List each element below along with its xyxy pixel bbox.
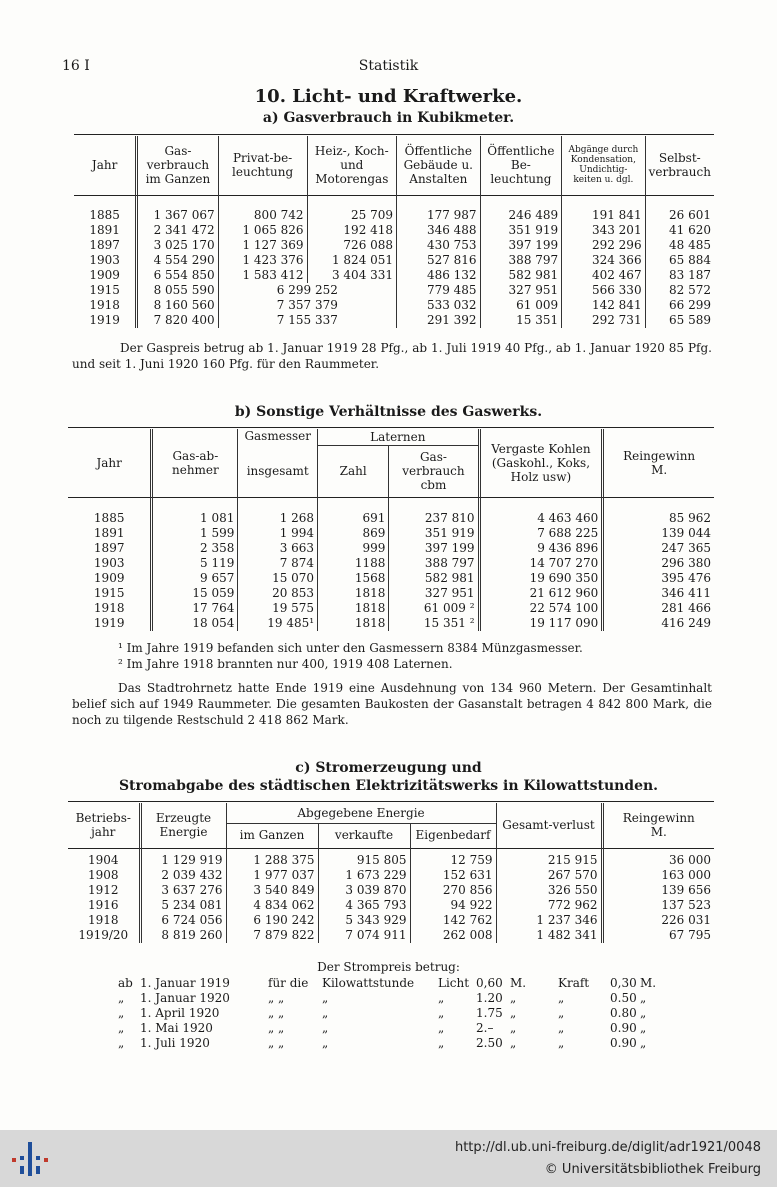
- table-cell: 7 879 822: [226, 928, 318, 943]
- table-row: [74, 298, 714, 313]
- table-cell: 1915: [93, 586, 125, 600]
- table-cell: 388 797: [389, 556, 479, 571]
- table-cell: 1885: [89, 208, 120, 222]
- table-a-title: a) Gasverbrauch in Kubikmeter.: [262, 110, 515, 126]
- table-row: [68, 526, 714, 541]
- table-cell: 351 919: [480, 223, 562, 238]
- table-cell: 726 088: [307, 238, 397, 253]
- price-cell: 1.20: [476, 991, 503, 1005]
- price-cell: „: [510, 1006, 517, 1020]
- table-cell: 1904: [87, 853, 119, 867]
- table-c: [68, 803, 714, 943]
- col-header: Öffentliche Be-leuchtung: [480, 136, 562, 194]
- price-cell: 1.75: [476, 1006, 503, 1020]
- unit-label: M.: [650, 825, 667, 839]
- table-cell: 1915: [89, 283, 120, 297]
- table-cell: 486 132: [397, 268, 481, 283]
- table-cell: 7 155 337: [218, 313, 396, 328]
- price-cell: Kilowattstunde: [322, 976, 415, 990]
- col-header: verkaufte: [318, 823, 410, 847]
- price-cell: „: [118, 991, 125, 1005]
- table-cell: 262 008: [410, 928, 496, 943]
- col-header: Gesamt-verlust: [496, 803, 602, 847]
- table-c-title-2: Stromabgabe des städtischen Elektrizitätswerks in Kilowattstunden.: [118, 778, 659, 794]
- price-cell: 2.–: [476, 1021, 494, 1035]
- price-cell: für die: [268, 976, 309, 990]
- table-row: [74, 283, 714, 298]
- table-cell: 1818: [318, 616, 389, 631]
- table-cell: 6 554 850: [137, 268, 218, 283]
- table-cell: 327 951: [389, 586, 479, 601]
- table-cell: 1818: [318, 586, 389, 601]
- table-cell: 12 759: [410, 853, 496, 868]
- unit-label: cbm: [420, 478, 447, 493]
- page-number: 16 I: [62, 58, 90, 74]
- page-title: 10. Licht- und Kraftwerke.: [254, 86, 523, 107]
- table-cell: 19 117 090: [479, 616, 603, 631]
- table-a: [74, 136, 714, 328]
- table-cell: 1 824 051: [307, 253, 397, 268]
- table-cell: 1885: [93, 511, 125, 525]
- table-cell: 566 330: [562, 283, 645, 298]
- table-cell: 691: [318, 511, 389, 526]
- table-cell: 430 753: [397, 238, 481, 253]
- table-cell: 1 994: [238, 526, 318, 541]
- table-cell: 6 724 056: [140, 913, 226, 928]
- table-cell: 1903: [93, 556, 125, 570]
- table-cell: 1891: [89, 223, 120, 237]
- table-row: [68, 511, 714, 526]
- col-header: Vergaste Kohlen (Gaskohl., Koks, Holz usw): [479, 429, 603, 497]
- table-cell: 83 187: [645, 268, 714, 283]
- table-cell: 237 810: [389, 511, 479, 526]
- table-cell: 1 423 376: [218, 253, 307, 268]
- table-row: [68, 541, 714, 556]
- col-header: insgesamt: [238, 445, 318, 497]
- price-cell: „: [510, 991, 517, 1005]
- col-header: [602, 803, 714, 847]
- table-cell: 1909: [93, 571, 125, 585]
- table-cell: 4 463 460: [479, 511, 603, 526]
- table-cell: 772 962: [496, 898, 602, 913]
- table-cell: 324 366: [562, 253, 645, 268]
- table-cell: 18 054: [152, 616, 238, 631]
- table-cell: 395 476: [603, 571, 714, 586]
- price-cell: „ „: [268, 1036, 285, 1050]
- price-cell: „: [558, 1006, 565, 1020]
- col-header: Betriebs-jahr: [75, 811, 131, 839]
- table-cell: 1 599: [152, 526, 238, 541]
- table-cell: 533 032: [397, 298, 481, 313]
- col-header: Öffentliche Gebäude u. Anstalten: [397, 136, 481, 194]
- table-cell: 247 365: [603, 541, 714, 556]
- table-cell: 1 288 375: [226, 853, 318, 868]
- table-cell: 7 688 225: [479, 526, 603, 541]
- copyright-text: © Universitätsbibliothek Freiburg: [544, 1162, 761, 1177]
- table-cell: 1916: [87, 898, 119, 912]
- footer-bar: [0, 1130, 777, 1187]
- unit-label: M.: [651, 463, 668, 477]
- table-cell: 915 805: [318, 853, 410, 868]
- table-row: [68, 616, 714, 631]
- table-cell: 1897: [89, 238, 120, 252]
- price-cell: „: [640, 1036, 647, 1050]
- table-a-header-row: [74, 136, 714, 194]
- table-cell: 226 031: [602, 913, 714, 928]
- table-cell: 9 436 896: [479, 541, 603, 556]
- source-url[interactable]: http://dl.ub.uni-freiburg.de/diglit/adr1921/0048: [454, 1140, 761, 1155]
- price-cell: „: [118, 1036, 125, 1050]
- table-cell: 85 962: [603, 511, 714, 526]
- table-cell: 177 987: [397, 208, 481, 223]
- price-cell: 0,60: [476, 976, 503, 990]
- table-cell: 66 299: [645, 298, 714, 313]
- price-cell: „: [510, 1021, 517, 1035]
- table-cell: 14 707 270: [479, 556, 603, 571]
- table-b-title: b) Sonstige Verhältnisse des Gaswerks.: [234, 404, 543, 420]
- table-cell: 8 819 260: [140, 928, 226, 943]
- table-cell: 36 000: [602, 853, 714, 868]
- table-cell: 343 201: [562, 223, 645, 238]
- table-cell: 351 919: [389, 526, 479, 541]
- table-cell: 582 981: [389, 571, 479, 586]
- table-cell: 296 380: [603, 556, 714, 571]
- table-cell: 19 575: [238, 601, 318, 616]
- table-cell: 3 663: [238, 541, 318, 556]
- price-cell: 1. April 1920: [140, 1006, 220, 1020]
- table-cell: 402 467: [562, 268, 645, 283]
- table-cell: 1 367 067: [137, 208, 218, 223]
- table-row: [74, 253, 714, 268]
- table-cell: 94 922: [410, 898, 496, 913]
- table-row: [68, 928, 714, 943]
- price-cell: 0.80: [610, 1006, 637, 1020]
- price-cell: „: [438, 1006, 445, 1020]
- table-cell: 3 025 170: [137, 238, 218, 253]
- price-cell: ab: [118, 976, 133, 990]
- table-row: [68, 913, 714, 928]
- table-cell: 1 081: [152, 511, 238, 526]
- price-cell: „: [118, 1021, 125, 1035]
- table-cell: 1 482 341: [496, 928, 602, 943]
- price-cell: 1. Januar 1920: [140, 991, 230, 1005]
- table-cell: 582 981: [480, 268, 562, 283]
- table-cell: 267 570: [496, 868, 602, 883]
- price-cell: „: [558, 1036, 565, 1050]
- table-cell: 67 795: [602, 928, 714, 943]
- table-cell: 139 656: [602, 883, 714, 898]
- col-header: Privat-be-leuchtung: [218, 136, 307, 194]
- table-cell: 800 742: [218, 208, 307, 223]
- table-cell: 1919: [93, 616, 125, 630]
- table-cell: 281 466: [603, 601, 714, 616]
- col-header: Jahr: [91, 158, 118, 172]
- price-cell: Kraft: [558, 976, 590, 990]
- table-cell: 48 485: [645, 238, 714, 253]
- table-cell: 6 190 242: [226, 913, 318, 928]
- footnote-1: ¹ Im Jahre 1919 befanden sich unter den Gasmessern 8384 Münzgasmesser.: [118, 641, 583, 655]
- table-cell: 1919/20: [78, 928, 129, 942]
- col-header: Reingewinn: [622, 811, 695, 825]
- table-cell: 61 009: [480, 298, 562, 313]
- table-row: [74, 238, 714, 253]
- table-cell: 999: [318, 541, 389, 556]
- table-cell: 1908: [87, 868, 119, 882]
- table-cell: 292 731: [562, 313, 645, 328]
- table-row: [68, 571, 714, 586]
- table-cell: 779 485: [397, 283, 481, 298]
- running-header: Statistik: [358, 58, 419, 74]
- table-cell: 397 199: [389, 541, 479, 556]
- footnote-2: ² Im Jahre 1918 brannten nur 400, 1919 408 Laternen.: [118, 657, 453, 671]
- table-cell: 25 709: [307, 208, 397, 223]
- table-cell: 527 816: [397, 253, 481, 268]
- table-cell: 7 820 400: [137, 313, 218, 328]
- price-cell: M.: [640, 976, 657, 990]
- table-cell: 19 690 350: [479, 571, 603, 586]
- col-header: Zahl: [318, 445, 389, 497]
- table-cell: 21 612 960: [479, 586, 603, 601]
- table-cell: 4 554 290: [137, 253, 218, 268]
- col-header: Reingewinn: [623, 449, 696, 463]
- table-row: [74, 223, 714, 238]
- table-cell: 65 884: [645, 253, 714, 268]
- table-cell: 17 764: [152, 601, 238, 616]
- table-cell: 15 059: [152, 586, 238, 601]
- price-cell: „ „: [268, 1021, 285, 1035]
- table-cell: 1918: [93, 601, 125, 615]
- price-cell: „: [640, 1021, 647, 1035]
- price-cell: M.: [510, 976, 527, 990]
- col-header: [603, 429, 714, 497]
- table-row: [74, 313, 714, 328]
- table-row: [68, 898, 714, 913]
- col-header: Abgegebene Energie: [226, 803, 496, 823]
- price-cell: „: [322, 991, 329, 1005]
- price-cell: „ „: [268, 991, 285, 1005]
- network-paragraph: Das Stadtrohrnetz hatte Ende 1919 eine Ausdehnung von 134 960 Metern. Der Gesamtinhalt belief sich auf 1949 Raummeter. Die gesamten Baukosten der Gasanstalt betragen 4 842 800 Mark, die noch zu tilgende Restschuld 2 418 862 Mark.: [72, 681, 712, 727]
- price-cell: 1. Mai 1920: [140, 1021, 213, 1035]
- table-cell: 15 351: [480, 313, 562, 328]
- col-header: Eigenbedarf: [410, 823, 496, 847]
- table-cell: 1903: [89, 253, 120, 267]
- price-cell: „: [118, 1006, 125, 1020]
- table-cell: 215 915: [496, 853, 602, 868]
- table-cell: 142 762: [410, 913, 496, 928]
- price-cell: „: [640, 991, 647, 1005]
- table-cell: 82 572: [645, 283, 714, 298]
- price-cell: „: [558, 1021, 565, 1035]
- price-cell: 0.50: [610, 991, 637, 1005]
- table-cell: 192 418: [307, 223, 397, 238]
- table-cell: 6 299 252: [218, 283, 396, 298]
- table-cell: 326 550: [496, 883, 602, 898]
- table-cell: 4 365 793: [318, 898, 410, 913]
- table-cell: 346 488: [397, 223, 481, 238]
- table-cell: 137 523: [602, 898, 714, 913]
- table-cell: 1912: [87, 883, 119, 897]
- table-cell: 1568: [318, 571, 389, 586]
- price-cell: „: [640, 1006, 647, 1020]
- table-cell: 65 589: [645, 313, 714, 328]
- table-cell: 2 341 472: [137, 223, 218, 238]
- col-header: Gas-verbrauch: [402, 450, 465, 479]
- price-cell: 0.90: [610, 1036, 637, 1050]
- table-cell: 3 637 276: [140, 883, 226, 898]
- price-cell: „ „: [268, 1006, 285, 1020]
- table-row: [74, 268, 714, 283]
- table-cell: 41 620: [645, 223, 714, 238]
- price-cell: „: [438, 1036, 445, 1050]
- price-cell: 1. Juli 1920: [140, 1036, 210, 1050]
- table-cell: 15 351 ²: [389, 616, 479, 631]
- table-row: [68, 868, 714, 883]
- table-cell: 1 583 412: [218, 268, 307, 283]
- col-header: [389, 445, 479, 497]
- table-cell: 270 856: [410, 883, 496, 898]
- table-cell: 152 631: [410, 868, 496, 883]
- table-cell: 1918: [89, 298, 120, 312]
- col-header: Abgänge durch Kondensation, Undichtig-keiten u. dgl.: [562, 136, 645, 194]
- table-cell: 7 357 379: [218, 298, 396, 313]
- price-cell: „: [438, 1021, 445, 1035]
- table-cell: 291 392: [397, 313, 481, 328]
- table-b: [68, 429, 714, 631]
- table-row: [68, 586, 714, 601]
- col-header: Erzeugte Energie: [140, 803, 226, 847]
- price-cell: „: [322, 1006, 329, 1020]
- col-header: Gas-ab-nehmer: [152, 429, 238, 497]
- price-cell: 0,30: [610, 976, 637, 990]
- price-heading: Der Strompreis betrug:: [317, 960, 460, 974]
- table-cell: 292 296: [562, 238, 645, 253]
- table-cell: 1919: [89, 313, 120, 327]
- table-cell: 397 199: [480, 238, 562, 253]
- table-cell: 191 841: [562, 208, 645, 223]
- table-cell: 1 129 919: [140, 853, 226, 868]
- table-cell: 388 797: [480, 253, 562, 268]
- table-cell: 61 009 ²: [389, 601, 479, 616]
- table-cell: 142 841: [562, 298, 645, 313]
- table-cell: 1918: [87, 913, 119, 927]
- table-cell: 19 485¹: [238, 616, 318, 631]
- price-cell: „: [438, 991, 445, 1005]
- table-cell: 163 000: [602, 868, 714, 883]
- table-cell: 327 951: [480, 283, 562, 298]
- table-cell: 3 540 849: [226, 883, 318, 898]
- library-logo-icon: [10, 1138, 50, 1180]
- table-row: [68, 601, 714, 616]
- price-cell: Licht: [438, 976, 470, 990]
- table-row: [68, 556, 714, 571]
- table-cell: 22 574 100: [479, 601, 603, 616]
- table-cell: 1 237 346: [496, 913, 602, 928]
- price-cell: 2.50: [476, 1036, 503, 1050]
- col-header: Selbst-verbrauch: [645, 136, 714, 194]
- table-cell: 1 127 369: [218, 238, 307, 253]
- price-cell: 1. Januar 1919: [140, 976, 230, 990]
- table-cell: 20 853: [238, 586, 318, 601]
- table-cell: 1818: [318, 601, 389, 616]
- table-cell: 1 065 826: [218, 223, 307, 238]
- table-row: [74, 208, 714, 223]
- price-cell: „: [558, 991, 565, 1005]
- table-cell: 346 411: [603, 586, 714, 601]
- table-cell: 5 119: [152, 556, 238, 571]
- table-row: [68, 883, 714, 898]
- table-cell: 3 404 331: [307, 268, 397, 283]
- table-cell: 1 673 229: [318, 868, 410, 883]
- table-cell: 15 070: [238, 571, 318, 586]
- table-cell: 7 074 911: [318, 928, 410, 943]
- table-cell: 2 039 432: [140, 868, 226, 883]
- table-cell: 1 977 037: [226, 868, 318, 883]
- table-c-title-1: c) Stromerzeugung und: [295, 760, 482, 776]
- table-cell: 8 160 560: [137, 298, 218, 313]
- table-cell: 139 044: [603, 526, 714, 541]
- table-cell: 1 268: [238, 511, 318, 526]
- table-cell: 5 234 081: [140, 898, 226, 913]
- col-header: Jahr: [96, 456, 122, 470]
- table-cell: 2 358: [152, 541, 238, 556]
- table-cell: 416 249: [603, 616, 714, 631]
- price-cell: „: [322, 1036, 329, 1050]
- col-header: Heiz-, Koch- und Motorengas: [307, 136, 397, 194]
- col-header: im Ganzen: [226, 823, 318, 847]
- table-cell: 1897: [93, 541, 125, 555]
- table-cell: 5 343 929: [318, 913, 410, 928]
- table-cell: 7 874: [238, 556, 318, 571]
- table-row: [68, 853, 714, 868]
- table-cell: 4 834 062: [226, 898, 318, 913]
- table-cell: 8 055 590: [137, 283, 218, 298]
- col-header: Laternen: [318, 429, 479, 445]
- table-cell: 1891: [93, 526, 125, 540]
- col-header: Gasmesser: [238, 429, 318, 445]
- table-cell: 1188: [318, 556, 389, 571]
- gas-price-note: Der Gaspreis betrug ab 1. Januar 1919 28 Pfg., ab 1. Juli 1919 40 Pfg., ab 1. Januar 1920 85 Pfg. und seit 1. Juni 1920 160 Pfg. für den Raummeter.: [72, 341, 712, 371]
- table-cell: 26 601: [645, 208, 714, 223]
- price-cell: „: [322, 1021, 329, 1035]
- table-cell: 1909: [89, 268, 120, 282]
- table-cell: 246 489: [480, 208, 562, 223]
- price-cell: „: [510, 1036, 517, 1050]
- col-header: Gas-verbrauch im Ganzen: [137, 136, 218, 194]
- price-cell: 0.90: [610, 1021, 637, 1035]
- table-cell: 869: [318, 526, 389, 541]
- table-cell: 9 657: [152, 571, 238, 586]
- table-cell: 3 039 870: [318, 883, 410, 898]
